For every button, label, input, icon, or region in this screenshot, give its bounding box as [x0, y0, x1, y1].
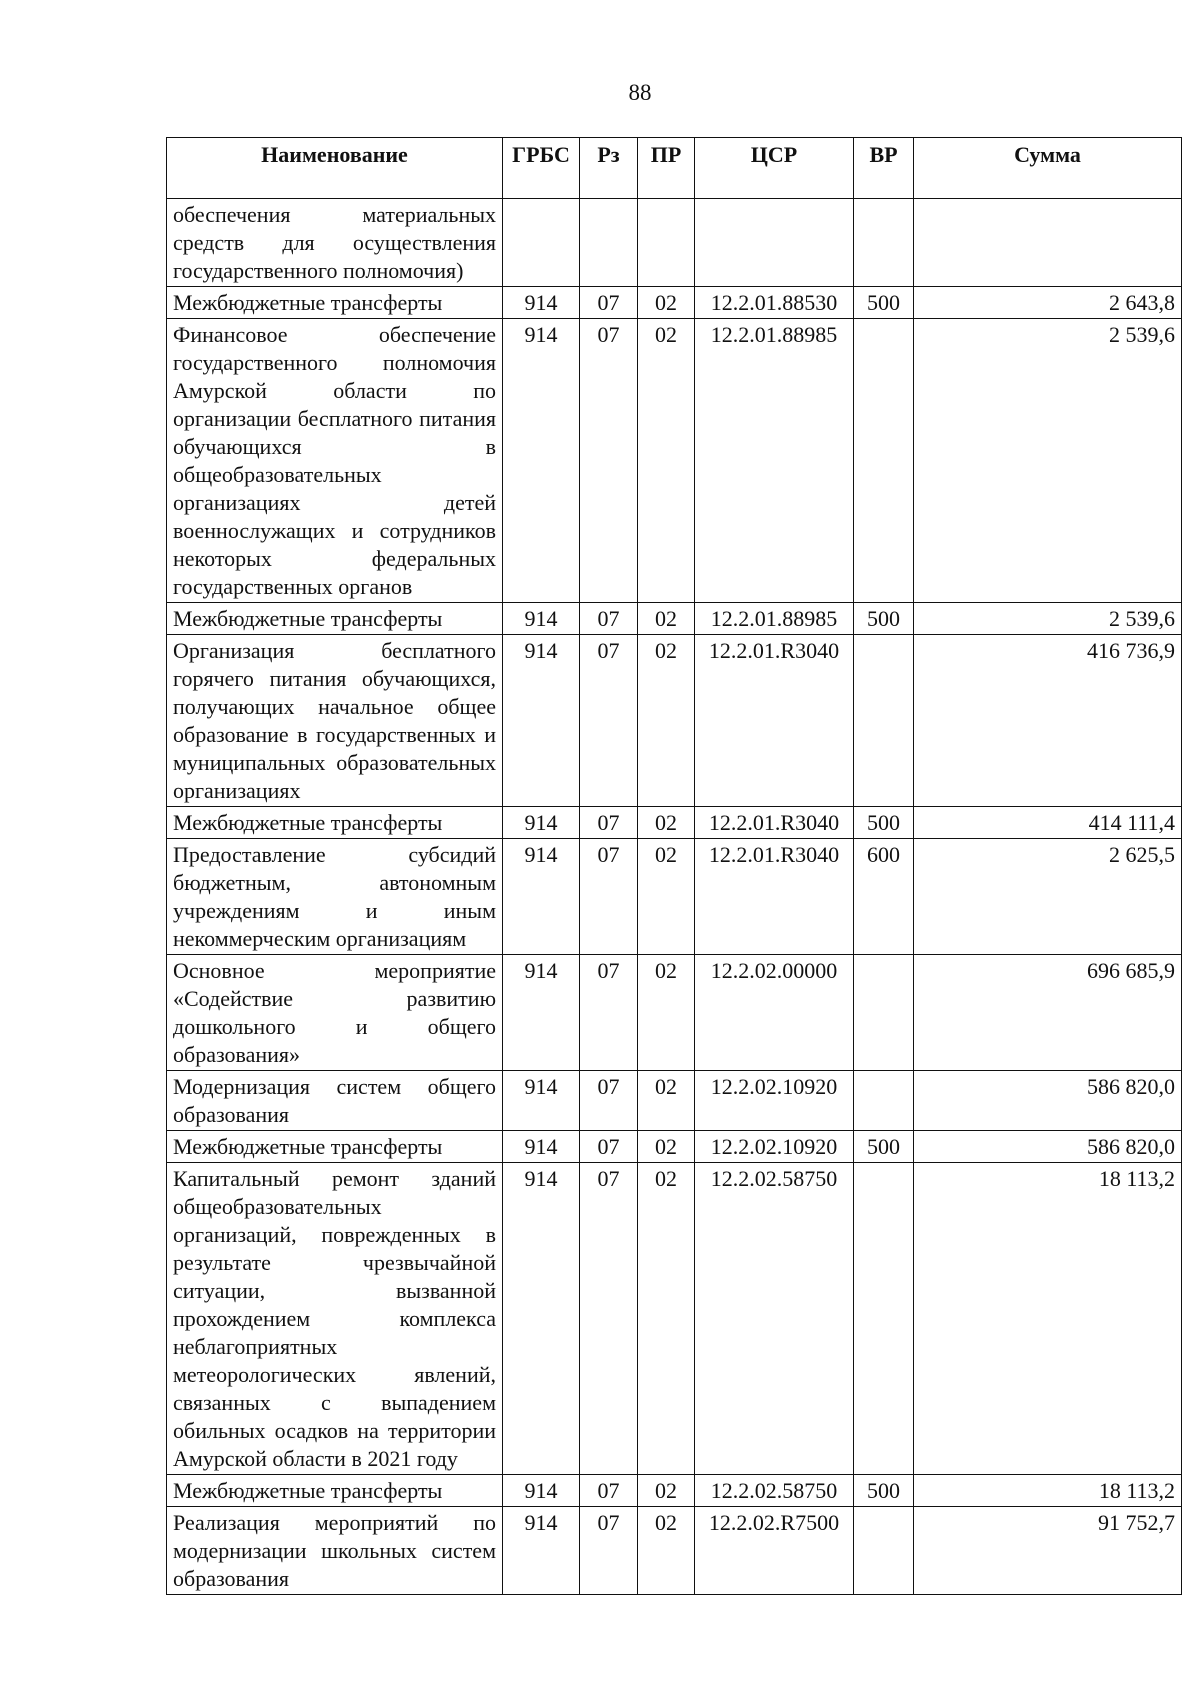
cell-name: Межбюджетные трансферты: [167, 1131, 503, 1163]
cell-sum: 586 820,0: [914, 1131, 1182, 1163]
cell-grbs: 914: [503, 1131, 580, 1163]
cell-grbs: 914: [503, 1071, 580, 1131]
cell-grbs: 914: [503, 1163, 580, 1475]
cell-vr: [854, 635, 914, 807]
cell-csr: 12.2.01.88530: [695, 287, 854, 319]
cell-csr: 12.2.01.88985: [695, 319, 854, 603]
budget-table: [166, 137, 1182, 1595]
cell-rz: 07: [580, 807, 638, 839]
table-row: [167, 955, 1182, 1071]
cell-pr: 02: [638, 603, 695, 635]
cell-vr: 500: [854, 287, 914, 319]
cell-sum: 18 113,2: [914, 1163, 1182, 1475]
cell-pr: 02: [638, 287, 695, 319]
cell-name: Финансовое обеспечение государственного полномочия Амурской области по организации бесплатного питания обучающихся в общеобразовательных организациях детей военнослужащих и сотрудников некоторых федеральных государственных органов: [167, 319, 503, 603]
cell-csr: 12.2.02.R7500: [695, 1507, 854, 1595]
cell-grbs: 914: [503, 287, 580, 319]
cell-csr: 12.2.02.58750: [695, 1475, 854, 1507]
cell-sum: [914, 199, 1182, 287]
cell-vr: 500: [854, 1131, 914, 1163]
cell-grbs: 914: [503, 955, 580, 1071]
header-vr: ВР: [854, 138, 914, 199]
cell-csr: 12.2.01.R3040: [695, 635, 854, 807]
cell-vr: [854, 199, 914, 287]
table-row: [167, 839, 1182, 955]
cell-name: Капитальный ремонт зданий общеобразовательных организаций, поврежденных в результате чрезвычайной ситуации, вызванной прохождением комплекса неблагоприятных метеорологических явлений, связанных с выпадением обильных осадков на территории Амурской области в 2021 году: [167, 1163, 503, 1475]
cell-pr: [638, 199, 695, 287]
cell-sum: 696 685,9: [914, 955, 1182, 1071]
cell-pr: 02: [638, 1163, 695, 1475]
cell-vr: 600: [854, 839, 914, 955]
cell-csr: 12.2.02.58750: [695, 1163, 854, 1475]
cell-rz: 07: [580, 1163, 638, 1475]
cell-name: обеспечения материальных средств для осуществления государственного полномочия): [167, 199, 503, 287]
cell-pr: 02: [638, 1071, 695, 1131]
cell-sum: 414 111,4: [914, 807, 1182, 839]
cell-sum: 18 113,2: [914, 1475, 1182, 1507]
cell-vr: [854, 319, 914, 603]
header-rz: Рз: [580, 138, 638, 199]
cell-sum: 2 539,6: [914, 603, 1182, 635]
cell-rz: 07: [580, 1475, 638, 1507]
table-row: [167, 1475, 1182, 1507]
table-row: [167, 807, 1182, 839]
header-csr: ЦСР: [695, 138, 854, 199]
cell-pr: 02: [638, 839, 695, 955]
cell-name: Предоставление субсидий бюджетным, автономным учреждениям и иным некоммерческим организациям: [167, 839, 503, 955]
cell-pr: 02: [638, 1507, 695, 1595]
cell-rz: 07: [580, 603, 638, 635]
table-body: [167, 199, 1182, 1595]
cell-grbs: 914: [503, 1475, 580, 1507]
table-row: [167, 1071, 1182, 1131]
cell-name: Основное мероприятие «Содействие развитию дошкольного и общего образования»: [167, 955, 503, 1071]
table-row: [167, 287, 1182, 319]
cell-vr: 500: [854, 1475, 914, 1507]
table-row: [167, 1163, 1182, 1475]
cell-csr: 12.2.01.R3040: [695, 807, 854, 839]
table-row: [167, 635, 1182, 807]
cell-csr: 12.2.02.00000: [695, 955, 854, 1071]
cell-vr: [854, 955, 914, 1071]
cell-csr: 12.2.02.10920: [695, 1131, 854, 1163]
cell-csr: 12.2.02.10920: [695, 1071, 854, 1131]
cell-grbs: [503, 199, 580, 287]
cell-rz: 07: [580, 839, 638, 955]
cell-name: Межбюджетные трансферты: [167, 1475, 503, 1507]
table-row: [167, 1507, 1182, 1595]
table-header-row: [167, 138, 1182, 199]
cell-sum: 91 752,7: [914, 1507, 1182, 1595]
cell-rz: 07: [580, 955, 638, 1071]
cell-grbs: 914: [503, 1507, 580, 1595]
cell-pr: 02: [638, 319, 695, 603]
cell-rz: [580, 199, 638, 287]
cell-name: Организация бесплатного горячего питания обучающихся, получающих начальное общее образование в государственных и муниципальных образовательных организациях: [167, 635, 503, 807]
cell-vr: [854, 1071, 914, 1131]
cell-sum: 2 643,8: [914, 287, 1182, 319]
cell-sum: 2 539,6: [914, 319, 1182, 603]
cell-pr: 02: [638, 955, 695, 1071]
cell-name: Модернизация систем общего образования: [167, 1071, 503, 1131]
cell-csr: 12.2.01.R3040: [695, 839, 854, 955]
cell-grbs: 914: [503, 839, 580, 955]
cell-pr: 02: [638, 1475, 695, 1507]
header-grbs: ГРБС: [503, 138, 580, 199]
cell-grbs: 914: [503, 635, 580, 807]
cell-sum: 586 820,0: [914, 1071, 1182, 1131]
cell-sum: 2 625,5: [914, 839, 1182, 955]
table-row: [167, 603, 1182, 635]
table-row: [167, 319, 1182, 603]
cell-name: Межбюджетные трансферты: [167, 807, 503, 839]
cell-pr: 02: [638, 635, 695, 807]
cell-pr: 02: [638, 807, 695, 839]
cell-vr: 500: [854, 603, 914, 635]
header-sum: Сумма: [914, 138, 1182, 199]
header-pr: ПР: [638, 138, 695, 199]
cell-rz: 07: [580, 1131, 638, 1163]
cell-grbs: 914: [503, 807, 580, 839]
cell-vr: 500: [854, 807, 914, 839]
cell-vr: [854, 1163, 914, 1475]
cell-name: Межбюджетные трансферты: [167, 603, 503, 635]
cell-csr: 12.2.01.88985: [695, 603, 854, 635]
table-row: [167, 1131, 1182, 1163]
cell-rz: 07: [580, 319, 638, 603]
cell-grbs: 914: [503, 319, 580, 603]
cell-rz: 07: [580, 1071, 638, 1131]
page-number: 88: [628, 80, 652, 105]
cell-grbs: 914: [503, 603, 580, 635]
header-name: Наименование: [167, 138, 503, 199]
cell-name: Межбюджетные трансферты: [167, 287, 503, 319]
cell-rz: 07: [580, 635, 638, 807]
cell-csr: [695, 199, 854, 287]
cell-name: Реализация мероприятий по модернизации школьных систем образования: [167, 1507, 503, 1595]
cell-sum: 416 736,9: [914, 635, 1182, 807]
table-row: [167, 199, 1182, 287]
cell-pr: 02: [638, 1131, 695, 1163]
cell-vr: [854, 1507, 914, 1595]
cell-rz: 07: [580, 1507, 638, 1595]
cell-rz: 07: [580, 287, 638, 319]
